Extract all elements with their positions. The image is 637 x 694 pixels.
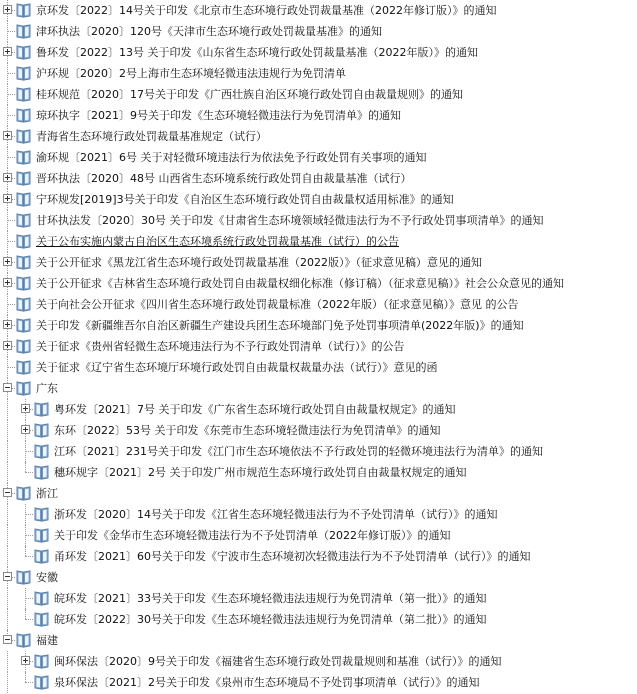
tree-child-node[interactable] bbox=[0, 399, 637, 420]
tree-connector-line bbox=[7, 672, 8, 693]
tree-node[interactable] bbox=[0, 63, 637, 84]
tree-node[interactable] bbox=[0, 357, 637, 378]
tree-connector-line bbox=[25, 619, 33, 620]
minus-box-icon[interactable] bbox=[3, 572, 12, 581]
tree-item-label[interactable]: 闽环保法〔2020〕9号关于印发《福建省生态环境行政处罚裁量规则和基准（试行）》的通知 bbox=[54, 655, 502, 668]
book-icon bbox=[33, 506, 50, 522]
tree-node[interactable] bbox=[0, 189, 637, 210]
tree-connector-line bbox=[25, 451, 33, 452]
tree-item-label[interactable]: 青海省生态环境行政处罚裁量基准规定（试行） bbox=[36, 130, 267, 143]
tree-item-label[interactable]: 桂环规范〔2020〕17号关于印发《广西壮族自治区环境行政处罚自由裁量规则》的通知 bbox=[36, 88, 463, 101]
tree-node[interactable] bbox=[0, 42, 637, 63]
tree-group-label[interactable]: 安徽 bbox=[36, 571, 58, 584]
book-icon bbox=[15, 149, 32, 165]
book-icon bbox=[15, 632, 32, 648]
tree-node[interactable] bbox=[0, 315, 637, 336]
tree-connector-line bbox=[7, 367, 15, 368]
minus-box-icon[interactable] bbox=[3, 635, 12, 644]
tree-node[interactable] bbox=[0, 0, 637, 21]
tree-child-node[interactable] bbox=[0, 525, 637, 546]
tree-connector-line bbox=[7, 651, 8, 672]
tree-item-label[interactable]: 东环〔2022〕53号 关于印发《东莞市生态环境轻微违法行为免罚清单》的通知 bbox=[54, 424, 441, 437]
plus-box-icon[interactable] bbox=[3, 341, 12, 350]
tree-item-label[interactable]: 京环发〔2022〕14号关于印发《北京市生态环境行政处罚裁量基准（2022年修订版）》的通知 bbox=[36, 4, 497, 17]
tree-connector-line bbox=[7, 441, 8, 462]
tree-item-label[interactable]: 关于征求《辽宁省生态环境厅环境行政处罚自由裁量权裁量办法（试行）》意见的函 bbox=[36, 361, 438, 374]
tree-item-label[interactable]: 宁环规发[2019]3号关于印发《自治区生态环境行政处罚自由裁量权适用标准》的通知 bbox=[36, 193, 454, 206]
tree-item-label[interactable]: 关于公开征求《黑龙江省生态环境行政处罚裁量基准（2022版）》（征求意见稿）意见的通知 bbox=[36, 256, 482, 269]
tree-item-label[interactable]: 关于印发《金华市生态环境轻微违法行为不予处罚清单（2022年修订版）》的通知 bbox=[54, 529, 451, 542]
book-icon bbox=[15, 170, 32, 186]
tree-connector-line bbox=[25, 535, 33, 536]
tree-node[interactable] bbox=[0, 21, 637, 42]
tree-node[interactable] bbox=[0, 630, 637, 651]
tree-group-label[interactable]: 福建 bbox=[36, 634, 58, 647]
tree-connector-line bbox=[7, 94, 15, 95]
tree-item-label[interactable]: 皖环发〔2021〕33号关于印发《生态环境轻微违法违规行为免罚清单（第一批）》的通知 bbox=[54, 592, 487, 605]
tree-connector-line bbox=[7, 241, 15, 242]
book-icon bbox=[15, 275, 32, 291]
tree-connector-line bbox=[7, 73, 15, 74]
tree-item-label[interactable]: 关于征求《贵州省轻微生态环境违法行为不予行政处罚清单（试行）》的公告 bbox=[36, 340, 405, 353]
tree-connector-line bbox=[7, 420, 8, 441]
tree-child-node[interactable] bbox=[0, 420, 637, 441]
book-icon bbox=[15, 317, 32, 333]
book-icon bbox=[15, 380, 32, 396]
plus-box-icon[interactable] bbox=[3, 173, 12, 182]
book-icon bbox=[15, 338, 32, 354]
tree-node[interactable] bbox=[0, 147, 637, 168]
tree-connector-line bbox=[7, 304, 15, 305]
tree-connector-line bbox=[7, 220, 15, 221]
tree-item-label[interactable]: 泉环保法〔2021〕2号关于印发《泉州市生态环境局不予处罚事项清单（试行）》的通知 bbox=[54, 676, 480, 689]
book-icon bbox=[15, 212, 32, 228]
tree-connector-line bbox=[7, 157, 15, 158]
tree-item-label[interactable]: 关于公开征求《吉林省生态环境行政处罚自由裁量权细化标准（修订稿）（征求意见稿）》社会公众意见的通知 bbox=[36, 277, 564, 290]
tree-item-label[interactable]: 沪环规〔2020〕2号上海市生态环境轻微违法违规行为免罚清单 bbox=[36, 67, 346, 80]
tree-item-label[interactable]: 渝环规〔2021〕6号 关于对轻微环境违法行为依法免予行政处罚有关事项的通知 bbox=[36, 151, 427, 164]
book-icon bbox=[33, 674, 50, 690]
book-icon bbox=[15, 23, 32, 39]
book-icon bbox=[33, 464, 50, 480]
book-icon bbox=[15, 65, 32, 81]
tree-node[interactable] bbox=[0, 210, 637, 231]
plus-box-icon[interactable] bbox=[3, 47, 12, 56]
tree-child-node[interactable] bbox=[0, 588, 637, 609]
book-icon bbox=[33, 527, 50, 543]
tree-item-label[interactable]: 甘环执法发〔2020〕30号 关于印发《甘肃省生态环境领域轻微违法行为不予行政处罚事项清单》的通知 bbox=[36, 214, 544, 227]
tree-node[interactable] bbox=[0, 273, 637, 294]
tree-node[interactable] bbox=[0, 105, 637, 126]
plus-box-icon[interactable] bbox=[3, 194, 12, 203]
tree-connector-line bbox=[7, 525, 8, 546]
tree-group-label[interactable]: 广东 bbox=[36, 382, 58, 395]
book-icon bbox=[15, 296, 32, 312]
tree-connector-line bbox=[25, 672, 26, 682]
book-icon bbox=[15, 485, 32, 501]
book-icon bbox=[15, 107, 32, 123]
tree-node[interactable] bbox=[0, 231, 637, 252]
tree-node[interactable] bbox=[0, 378, 637, 399]
tree-child-node[interactable] bbox=[0, 651, 637, 672]
book-icon bbox=[33, 590, 50, 606]
tree-group-label[interactable]: 浙江 bbox=[36, 487, 58, 500]
tree-node[interactable] bbox=[0, 168, 637, 189]
tree-connector-line bbox=[7, 399, 8, 420]
tree-item-label[interactable]: 浙环发〔2020〕14号关于印发《江省生态环境轻微违法行为不予处罚清单（试行）》的通知 bbox=[54, 508, 498, 521]
tree-child-node[interactable] bbox=[0, 546, 637, 567]
tree-item-label[interactable]: 粤环发〔2021〕7号 关于印发《广东省生态环境行政处罚自由裁量权规定》的通知 bbox=[54, 403, 456, 416]
book-icon bbox=[33, 422, 50, 438]
book-icon bbox=[15, 44, 32, 60]
plus-box-icon[interactable] bbox=[3, 5, 12, 14]
tree-item-label[interactable]: 皖环发〔2022〕30号关于印发《生态环境轻微违法违规行为免罚清单（第二批）》的通知 bbox=[54, 613, 487, 626]
tree-connector-line bbox=[25, 472, 33, 473]
tree-connector-line bbox=[7, 588, 8, 609]
tree-connector-line bbox=[25, 609, 26, 619]
tree-connector-line bbox=[7, 115, 15, 116]
minus-box-icon[interactable] bbox=[3, 488, 12, 497]
tree-node[interactable] bbox=[0, 252, 637, 273]
tree-item-label[interactable]: 晋环执法〔2020〕48号 山西省生态环境系统行政处罚自由裁量基准（试行） bbox=[36, 172, 412, 185]
tree-connector-line bbox=[25, 462, 26, 472]
tree-connector-line bbox=[7, 609, 8, 630]
tree-child-node[interactable] bbox=[0, 441, 637, 462]
book-icon bbox=[15, 359, 32, 375]
book-icon bbox=[15, 2, 32, 18]
tree-child-node[interactable] bbox=[0, 504, 637, 525]
tree-connector-line bbox=[25, 556, 33, 557]
plus-box-icon[interactable] bbox=[21, 425, 30, 434]
plus-box-icon[interactable] bbox=[3, 278, 12, 287]
book-icon bbox=[15, 128, 32, 144]
plus-box-icon[interactable] bbox=[3, 320, 12, 329]
tree-item-label[interactable]: 关于向社会公开征求《四川省生态环境行政处罚裁量标准（2022年版）（征求意见稿）》意见 的公告 bbox=[36, 298, 519, 311]
tree-connector-line bbox=[7, 546, 8, 567]
tree-child-node[interactable] bbox=[0, 609, 637, 630]
tree-connector-line bbox=[7, 504, 8, 525]
plus-box-icon[interactable] bbox=[21, 656, 30, 665]
tree-connector-line bbox=[25, 514, 33, 515]
book-icon bbox=[33, 611, 50, 627]
tree-item-label[interactable]: 琼环执字〔2021〕9号关于印发《生态环境轻微违法行为免罚清单》的通知 bbox=[36, 109, 401, 122]
book-icon bbox=[33, 443, 50, 459]
tree-item-label[interactable]: 穗环规字〔2021〕2号 关于印发广州市规范生态环境行政处罚自由裁量权规定的通知 bbox=[54, 466, 467, 479]
tree-connector-line bbox=[7, 462, 8, 483]
tree-item-label[interactable]: 江环〔2021〕231号关于印发《江门市生态环境依法不予行政处罚的轻微环境违法行为清单》的通知 bbox=[54, 445, 543, 458]
book-icon bbox=[15, 233, 32, 249]
tree-item-label[interactable]: 鲁环发〔2022〕13号 关于印发《山东省生态环境行政处罚裁量基准（2022年版）》的通知 bbox=[36, 46, 478, 59]
book-icon bbox=[15, 86, 32, 102]
tree-child-node[interactable] bbox=[0, 672, 637, 693]
tree-connector-line bbox=[25, 598, 33, 599]
minus-box-icon[interactable] bbox=[3, 383, 12, 392]
tree-connector-line bbox=[7, 31, 15, 32]
book-icon bbox=[15, 569, 32, 585]
tree-node[interactable] bbox=[0, 126, 637, 147]
tree-child-node[interactable] bbox=[0, 462, 637, 483]
tree-node[interactable] bbox=[0, 294, 637, 315]
tree-node[interactable] bbox=[0, 336, 637, 357]
tree-connector-line bbox=[25, 682, 33, 683]
plus-box-icon[interactable] bbox=[3, 257, 12, 266]
tree-node[interactable] bbox=[0, 483, 637, 504]
tree-item-label[interactable]: 津环执法〔2020〕120号《天津市生态环境行政处罚裁量基准》的通知 bbox=[36, 25, 382, 38]
plus-box-icon[interactable] bbox=[3, 131, 12, 140]
book-icon bbox=[33, 401, 50, 417]
tree-item-label[interactable]: 甬环发〔2021〕60号关于印发《宁波市生态环境初次轻微违法行为不予处罚清单（试行）》的通知 bbox=[54, 550, 531, 563]
tree-node[interactable] bbox=[0, 84, 637, 105]
book-icon bbox=[15, 191, 32, 207]
tree-node[interactable] bbox=[0, 567, 637, 588]
plus-box-icon[interactable] bbox=[21, 404, 30, 413]
tree-connector-line bbox=[25, 546, 26, 556]
tree-item-label[interactable]: 关于印发《新疆维吾尔自治区新疆生产建设兵团生态环境部门免予处罚事项清单(2022年版)》的通知 bbox=[36, 319, 524, 332]
tree-item-label[interactable]: 关于公布实施内蒙古自治区生态环境系统行政处罚裁量基准（试行）的公告 bbox=[36, 235, 399, 248]
book-icon bbox=[33, 548, 50, 564]
book-icon bbox=[33, 653, 50, 669]
book-icon bbox=[15, 254, 32, 270]
